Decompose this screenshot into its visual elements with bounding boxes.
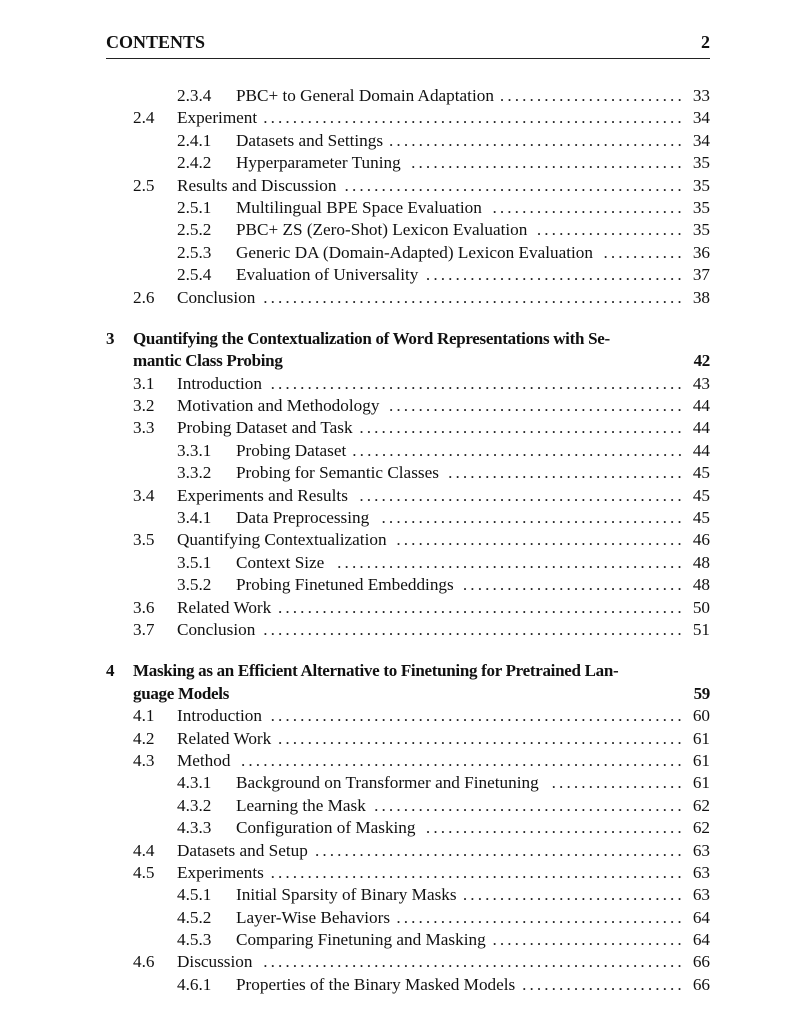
section-title: Motivation and Methodology xyxy=(177,396,380,416)
dot-leader: ........................................ xyxy=(388,396,685,416)
section-number: 3.2 xyxy=(133,396,155,416)
section-number: 3.3.1 xyxy=(177,440,212,460)
dot-leader: ............................................... xyxy=(337,552,685,572)
page-number: 59 xyxy=(693,683,710,703)
section-title: Probing Dataset xyxy=(236,440,347,460)
section-title: Related Work xyxy=(177,597,272,617)
toc-section-entry[interactable] xyxy=(106,373,710,395)
section-number: 3.3 xyxy=(133,418,155,438)
toc-chapter-entry[interactable] xyxy=(106,683,710,705)
section-number: 3.5.2 xyxy=(177,575,212,595)
section-number: 4.2 xyxy=(133,728,155,748)
toc-subsection-entry[interactable] xyxy=(106,197,710,219)
section-title: Conclusion xyxy=(177,619,256,639)
toc-subsection-entry[interactable] xyxy=(106,507,710,529)
dot-leader: ............................................................ xyxy=(241,750,685,770)
dot-leader: ................................ xyxy=(448,463,685,483)
page-number: 46 xyxy=(692,530,710,550)
toc-subsection-entry[interactable] xyxy=(106,219,710,241)
dot-leader: ............................................. xyxy=(352,440,685,460)
chapter-title-line: guage Models xyxy=(133,683,230,703)
toc-section-entry[interactable] xyxy=(106,417,710,439)
page-number: 48 xyxy=(692,552,710,572)
page-number: 44 xyxy=(692,440,710,460)
dot-leader: ........................................................ xyxy=(270,706,685,726)
toc-section-entry[interactable] xyxy=(106,485,710,507)
section-title: Introduction xyxy=(177,373,262,393)
page-number: 35 xyxy=(692,153,710,173)
page-number: 61 xyxy=(692,728,710,748)
section-title: Introduction xyxy=(177,706,262,726)
toc-subsection-entry[interactable] xyxy=(106,772,710,794)
toc-chapter-entry[interactable] xyxy=(106,328,710,350)
section-title: Experiment xyxy=(177,108,258,128)
section-title: PBC+ to General Domain Adaptation xyxy=(236,86,494,105)
chapter-title-line: mantic Class Probing xyxy=(133,351,283,371)
section-number: 4.5 xyxy=(133,862,155,882)
section-title: Quantifying Contextualization xyxy=(177,530,387,550)
dot-leader: ............................................ xyxy=(359,418,685,438)
page-number: 34 xyxy=(692,108,710,128)
section-number: 4.6.1 xyxy=(177,974,212,994)
toc-chapter-entry[interactable] xyxy=(106,350,710,372)
dot-leader: ................................... xyxy=(425,265,685,285)
dot-leader: .......................................... xyxy=(374,795,685,815)
section-title: Method xyxy=(177,750,231,770)
page-number: 63 xyxy=(692,885,710,905)
toc-subsection-entry[interactable] xyxy=(106,884,710,906)
chapter-number: 3 xyxy=(106,328,115,348)
section-title: Context Size xyxy=(236,552,325,572)
dot-leader: ......................... xyxy=(499,86,685,105)
section-number: 4.3.3 xyxy=(177,818,212,838)
dot-leader: ........................................ xyxy=(389,130,685,150)
toc-subsection-entry[interactable] xyxy=(106,907,710,929)
section-number: 4.4 xyxy=(133,840,155,860)
toc-section-entry[interactable] xyxy=(106,619,710,641)
section-number: 3.4.1 xyxy=(177,508,212,528)
section-number: 3.4 xyxy=(133,485,155,505)
toc-subsection-entry[interactable] xyxy=(106,574,710,596)
page-number: 34 xyxy=(692,130,710,150)
toc-subsection-entry[interactable] xyxy=(106,440,710,462)
dot-leader: ....................................................... xyxy=(277,597,685,617)
dot-leader: .......................... xyxy=(492,930,685,950)
page-number: 62 xyxy=(692,795,710,815)
section-title: Datasets and Settings xyxy=(236,130,384,150)
running-header xyxy=(106,30,710,59)
dot-leader: ........... xyxy=(603,242,685,262)
header-title: CONTENTS xyxy=(106,32,206,52)
section-number: 2.4.1 xyxy=(177,130,212,150)
toc-subsection-entry[interactable] xyxy=(106,242,710,264)
toc-section-entry[interactable] xyxy=(106,287,710,309)
toc-section-entry[interactable] xyxy=(106,107,710,129)
dot-leader: ......................................................... xyxy=(263,952,685,972)
section-number: 2.3.4 xyxy=(177,86,212,105)
page-number: 35 xyxy=(692,175,710,195)
page-number: 37 xyxy=(692,265,710,285)
section-number: 2.4.2 xyxy=(177,153,212,173)
toc-section-entry[interactable] xyxy=(106,728,710,750)
page-number: 61 xyxy=(692,750,710,770)
section-title: Probing for Semantic Classes xyxy=(236,463,439,483)
section-number: 4.5.1 xyxy=(177,885,212,905)
section-number: 4.1 xyxy=(133,706,155,726)
toc-subsection-entry[interactable] xyxy=(106,152,710,174)
dot-leader: .................... xyxy=(536,220,685,240)
page-number: 44 xyxy=(692,396,710,416)
dot-leader: ....................................... xyxy=(396,907,685,927)
dot-leader: .............................................. xyxy=(344,175,685,195)
page-number: 51 xyxy=(692,619,710,639)
toc-section-entry[interactable] xyxy=(106,529,710,551)
section-number: 4.3.2 xyxy=(177,795,212,815)
page-number: 38 xyxy=(692,287,710,307)
dot-leader: .............................. xyxy=(462,885,685,905)
section-title: Conclusion xyxy=(177,287,256,307)
section-title: Layer-Wise Behaviors xyxy=(236,907,391,927)
section-title: Multilingual BPE Space Evaluation xyxy=(236,197,482,217)
dot-leader: .................................................. xyxy=(314,840,685,860)
dot-leader: ........................................................ xyxy=(270,373,685,393)
page-number: 50 xyxy=(692,597,710,617)
section-number: 2.5.4 xyxy=(177,265,212,285)
section-title: Experiments and Results xyxy=(177,485,348,505)
section-title: Comparing Finetuning and Masking xyxy=(236,930,486,950)
dot-leader: ....................................... xyxy=(396,530,685,550)
toc-subsection-entry[interactable] xyxy=(106,974,710,996)
toc-subsection-entry[interactable] xyxy=(106,817,710,839)
section-number: 4.5.2 xyxy=(177,907,212,927)
section-title: Learning the Mask xyxy=(236,795,366,815)
section-number: 2.5.3 xyxy=(177,242,212,262)
page-number: 45 xyxy=(692,508,710,528)
toc-subsection-entry[interactable] xyxy=(106,85,710,107)
page-number: 36 xyxy=(692,242,710,262)
toc-section-entry[interactable] xyxy=(106,597,710,619)
section-number: 4.5.3 xyxy=(177,930,212,950)
section-title: Hyperparameter Tuning xyxy=(236,153,401,173)
dot-leader: ................................... xyxy=(425,818,685,838)
page-number: 61 xyxy=(692,773,710,793)
dot-leader: ......................................................... xyxy=(263,108,685,128)
dot-leader: ......................................................... xyxy=(263,619,685,639)
page-number: 33 xyxy=(692,86,710,105)
section-number: 3.6 xyxy=(133,597,155,617)
section-number: 4.3 xyxy=(133,750,155,770)
toc-subsection-entry[interactable] xyxy=(106,552,710,574)
page-number: 35 xyxy=(692,197,710,217)
dot-leader: .................. xyxy=(551,773,685,793)
dot-leader: ........................................................ xyxy=(270,862,685,882)
dot-leader: ..................................... xyxy=(411,153,685,173)
section-title: Related Work xyxy=(177,728,272,748)
toc-section-entry[interactable] xyxy=(106,175,710,197)
toc-subsection-entry[interactable] xyxy=(106,264,710,286)
toc-section-entry[interactable] xyxy=(106,862,710,884)
section-title: Initial Sparsity of Binary Masks xyxy=(236,885,457,905)
toc-section-entry[interactable] xyxy=(106,750,710,772)
section-title: Probing Dataset and Task xyxy=(177,418,353,438)
page-number: 44 xyxy=(692,418,710,438)
section-title: Generic DA (Domain-Adapted) Lexicon Evaluation xyxy=(236,242,593,262)
section-title: Evaluation of Universality xyxy=(236,265,419,285)
toc-section-entry[interactable] xyxy=(106,951,710,973)
page-number: 42 xyxy=(693,351,710,371)
section-title: PBC+ ZS (Zero-Shot) Lexicon Evaluation xyxy=(236,220,528,240)
page-number: 45 xyxy=(692,463,710,483)
section-title: Properties of the Binary Masked Models xyxy=(236,974,516,994)
toc-section-entry[interactable] xyxy=(106,840,710,862)
section-number: 2.5.2 xyxy=(177,220,212,240)
dot-leader: .......................... xyxy=(492,197,685,217)
dot-leader: ......................................... xyxy=(381,508,685,528)
section-number: 4.3.1 xyxy=(177,773,212,793)
section-number: 3.5 xyxy=(133,530,155,550)
section-title: Datasets and Setup xyxy=(177,840,308,860)
chapter-number: 4 xyxy=(106,661,115,681)
section-number: 2.6 xyxy=(133,287,155,307)
section-title: Results and Discussion xyxy=(177,175,337,195)
section-title: Configuration of Masking xyxy=(236,818,416,838)
section-title: Discussion xyxy=(177,952,253,972)
section-title: Background on Transformer and Finetuning xyxy=(236,773,539,793)
page-number: 43 xyxy=(692,373,710,393)
section-number: 2.5 xyxy=(133,175,155,195)
dot-leader: ............................................ xyxy=(359,485,685,505)
page-number: 63 xyxy=(692,840,710,860)
section-number: 3.5.1 xyxy=(177,552,212,572)
table-of-contents xyxy=(106,85,710,996)
toc-subsection-entry[interactable] xyxy=(106,929,710,951)
toc-subsection-entry[interactable] xyxy=(106,795,710,817)
page-number: 62 xyxy=(692,818,710,838)
page-number: 60 xyxy=(692,706,710,726)
dot-leader: ....................................................... xyxy=(277,728,685,748)
chapter-title-line: Quantifying the Contextualization of Word Representations with Se- xyxy=(133,328,610,348)
header-page-number: 2 xyxy=(701,32,710,52)
toc-subsection-entry[interactable] xyxy=(106,130,710,152)
page-number: 35 xyxy=(692,220,710,240)
section-number: 3.3.2 xyxy=(177,463,212,483)
section-number: 3.1 xyxy=(133,373,155,393)
page-number: 63 xyxy=(692,862,710,882)
section-title: Data Preprocessing xyxy=(236,508,370,528)
section-number: 2.4 xyxy=(133,108,155,128)
dot-leader: .............................. xyxy=(462,575,685,595)
chapter-title-line: Masking as an Efficient Alternative to Finetuning for Pretrained Lan- xyxy=(133,661,619,681)
dot-leader: ...................... xyxy=(522,974,685,994)
section-number: 2.5.1 xyxy=(177,197,212,217)
toc-subsection-entry[interactable] xyxy=(106,462,710,484)
page-number: 64 xyxy=(692,907,710,927)
toc-section-entry[interactable] xyxy=(106,705,710,727)
section-number: 3.7 xyxy=(133,619,155,639)
dot-leader: ......................................................... xyxy=(263,287,685,307)
toc-chapter-entry[interactable] xyxy=(106,660,710,682)
page-number: 45 xyxy=(692,485,710,505)
toc-section-entry[interactable] xyxy=(106,395,710,417)
section-number: 4.6 xyxy=(133,952,155,972)
section-title: Probing Finetuned Embeddings xyxy=(236,575,454,595)
page-number: 66 xyxy=(692,952,710,972)
section-title: Experiments xyxy=(177,862,264,882)
page-number: 48 xyxy=(692,575,710,595)
page-number: 66 xyxy=(692,974,710,994)
page-number: 64 xyxy=(692,930,710,950)
